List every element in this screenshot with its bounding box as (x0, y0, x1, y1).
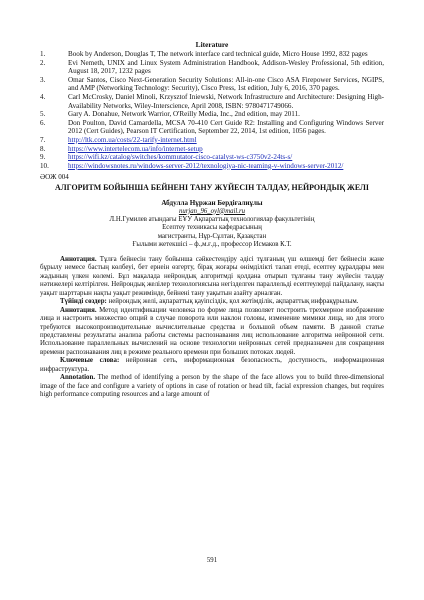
keywords-kazakh (40, 298, 384, 306)
abstract-kazakh (40, 256, 384, 298)
reference-item (40, 50, 384, 59)
reference-number: 1. (40, 50, 46, 58)
reference-item (40, 145, 384, 154)
reference-item (40, 153, 384, 162)
reference-list (40, 50, 384, 170)
reference-number: 7. (40, 135, 46, 144)
reference-number: 6. (40, 118, 46, 127)
reference-number: 9. (40, 153, 46, 162)
literature-title: Literature (195, 40, 229, 49)
reference-number: 4. (40, 92, 46, 101)
page-number: 591 (206, 557, 218, 564)
supervisor-line: Ғылыми жетекшісі – ф.,м.ғ.д., профессор Исмаков К.Т. (132, 241, 292, 249)
reference-item (40, 136, 384, 145)
keywords-label: Түйінді сөздер: (60, 298, 107, 306)
abstract-label: Annotation. (60, 374, 96, 382)
author-email[interactable]: nurjan_96_oyl@mail.ru (178, 207, 246, 215)
keywords-text: нейрондық желі, ақпараттық қауіпсіздік, қол жетімділік, ақпараттық инфрақұрылым. (106, 298, 359, 306)
reference-item (40, 119, 384, 136)
author-name: Абдулла Нұржан Бердіғалиұлы (161, 198, 263, 207)
keywords-label: Ключевые слова: (60, 357, 120, 365)
reference-text: Carl McCrosky, Daniel Minoli, Krzysztof Iniewski, Network Infrastructure and Architecture: Designing High-Availability Networks, Wiley-Interscience, April 2008, ISBN: 9780471749066. (68, 92, 384, 110)
abstract-label: Аннотация. (60, 255, 97, 263)
reference-item (40, 162, 384, 171)
reference-text: Book by Anderson, Douglas T, The network interface card technical guide, Micro House 1992, 832 pages (68, 50, 368, 58)
abstract-text: Метод идентификации человека по форме лица позволяет построить трехмерное изображение лица и настроить множество опций в случае поворота или наклон головы, изменение мимики лица, но для этого требуются высокопроизводительные вычислительные средства и большой объем памяти. В данной статье представлены результаты анализа работы системы распознавания лиц использование алгоритма нейронной сети. Использование параллельных вычислений на основе технологии нейронных сетей предназначен для сокращения времени распознавания лиц в режиме реального времени при больших потоках людей. (40, 306, 384, 356)
abstract-text: The method of identifying a person by the shape of the face allows you to build three-dimensional image of the face and configure a variety of options in case of rotation or head tilt, facial expression changes, but requires high performance computing resources and a large amount of (40, 374, 384, 399)
reference-number: 8. (40, 144, 46, 153)
abstract-text: Тұлға бейнесін тану бойынша сәйкестендіру әдісі тұлғаның үш өлшемді бет бейнесін жане бұрылу немесе бастың көлбеуі, бет ернеін өзгерту, бірақ жоғары өнімділікті талап етеді, есептеу құралдары мен жадының үлкен көлемі. Бұл мақалада нейрондық алгоритмді қолдана отырып тұлғаны тану жүйесін талдау нәтижелері келтірілген. Нейрондық желілер технологиясына негізделген параллельді есептеулерді пайдалану, нақты уақыт шарттарын нақты уақыт режимінде, бейнені тану уақытын азайту арналған. (40, 255, 384, 297)
reference-number: 10. (40, 161, 49, 170)
reference-link[interactable]: https://www.intertelecom.ua/info/internet-setup (68, 144, 203, 153)
reference-link[interactable]: https://windowsnotes.ru/windows-server-2012/texnologiya-nic-teaming-v-windows-server-2012/ (68, 161, 344, 170)
affiliation-line: магистранты, Нұр-Сұлтан, Қазақстан (157, 232, 267, 240)
affiliation-line: Л.Н.Гумилев атындағы ЕҰУ Ақпараттық технологиялар факультетінің (109, 215, 315, 223)
affiliation-line: Есептеу техникасы кафедрасының (162, 224, 262, 232)
abstract-english (40, 374, 384, 399)
reference-item (40, 76, 384, 93)
reference-number: 3. (40, 75, 46, 84)
reference-text: Don Poulton, David Camardella, MCSA 70-410 Cert Guide R2: Installing and Configuring Windows Server 2012 (Cert Guides), Pearson IT Certification, September 22, 2014, 1st edition, 1056 pages. (68, 118, 384, 136)
abstract-label: Аннотация. (60, 306, 97, 314)
reference-number: 2. (40, 58, 46, 67)
keywords-russian (40, 357, 384, 374)
reference-item (40, 93, 384, 110)
keywords-text: нейронная сеть, информационная безопасность, доступность, информационная инфраструктура. (40, 357, 384, 373)
udc-code: ӘОЖ 004 (40, 173, 69, 182)
reference-item (40, 59, 384, 76)
reference-text: Omar Santos, Cisco Next-Generation Security Solutions: All-in-one Cisco ASA Firepower Services, NGIPS, and AMP (Networking Technology: Security), Cisco Press, 1st edition, July 6, 2016, 370 pages. (68, 75, 384, 93)
reference-text: Evi Nemeth, UNIX and Linux System Administration Handbook, Addison-Wesley Professional, 5th edition, August 18, 2017, 1232 pages (68, 58, 384, 76)
reference-link[interactable]: http://ltk.com.ua/costs/22-tarify-internet.html (68, 135, 197, 144)
reference-number: 5. (40, 110, 46, 119)
reference-text: Gary A. Donahue, Network Warrior, O'Reilly Media, Inc., 2nd edition, may 2011. (68, 110, 300, 119)
abstract-russian (40, 307, 384, 358)
reference-item (40, 110, 384, 119)
article-title: АЛГОРИТМ БОЙЫНША БЕЙНЕНІ ТАНУ ЖҮЙЕСІН ТАЛДАУ, НЕЙРОНДЫҚ ЖЕЛІ (55, 183, 369, 193)
reference-link[interactable]: https://wifi.kz/catalog/switches/kommutator-cisco-catalyst-ws-c3750v2-24ts-s/ (68, 153, 293, 162)
